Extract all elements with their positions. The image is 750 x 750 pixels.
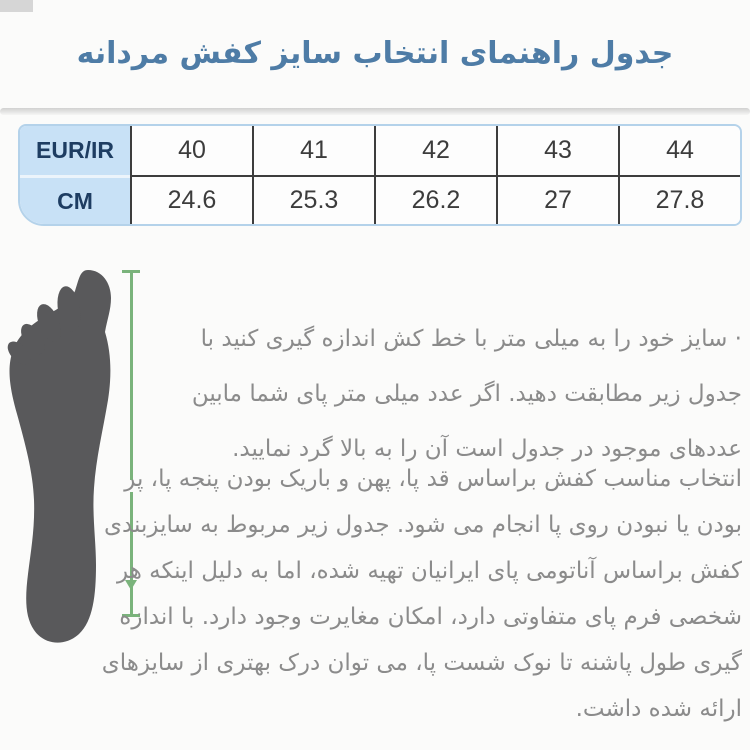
table-top-shadow <box>0 108 750 115</box>
scan-artifact <box>0 0 33 12</box>
instruction-paragraph-measure <box>192 312 742 477</box>
size-table-value: 24.6 <box>130 175 252 224</box>
size-table-value: 26.2 <box>374 175 496 224</box>
size-table-value: 42 <box>374 126 496 175</box>
size-table-value: 43 <box>496 126 618 175</box>
page-title: جدول راهنمای انتخاب سایز کفش مردانه <box>76 36 674 71</box>
text-line: بودن یا نبودن روی پا انجام می شود. جدول زیر مربوط به سایزبندی <box>103 512 742 538</box>
size-table-value: 44 <box>618 126 740 175</box>
size-table-row-label-cm: CM <box>20 175 130 224</box>
instruction-paragraph-fit <box>102 456 742 732</box>
text-line: · سایز خود را به میلی متر با خط کش اندازه گیری کنید با <box>200 326 742 352</box>
size-table-value: 40 <box>130 126 252 175</box>
text-line: شخصی فرم پای متفاوتی دارد، امکان مغایرت وجود دارد. با اندازه <box>119 604 742 630</box>
size-table-value: 41 <box>252 126 374 175</box>
text-line: انتخاب مناسب کفش براساس قد پا، پهن و باریک بودن پنجه پا، پر <box>124 466 742 492</box>
text-line: کفش براساس آناتومی پای ایرانیان تهیه شده، اما به دلیل اینکه هر <box>117 558 742 584</box>
size-table-value: 25.3 <box>252 175 374 224</box>
text-line: جدول زیر مطابقت دهید. اگر عدد میلی متر پای شما مابین <box>191 381 742 407</box>
text-line: گیری طول پاشنه تا نوک شست پا، می توان درک بهتری از سایزهای <box>101 650 742 676</box>
text-line: ارائه شده داشت. <box>575 696 742 722</box>
size-table-value: 27 <box>496 175 618 224</box>
size-table-value: 27.8 <box>618 175 740 224</box>
size-table <box>18 124 742 226</box>
size-table-row-label-eur: EUR/IR <box>20 126 130 175</box>
measurement-segment <box>130 273 133 480</box>
text-line: عددهای موجود در جدول است آن را به بالا گرد نمایید. <box>232 436 742 462</box>
